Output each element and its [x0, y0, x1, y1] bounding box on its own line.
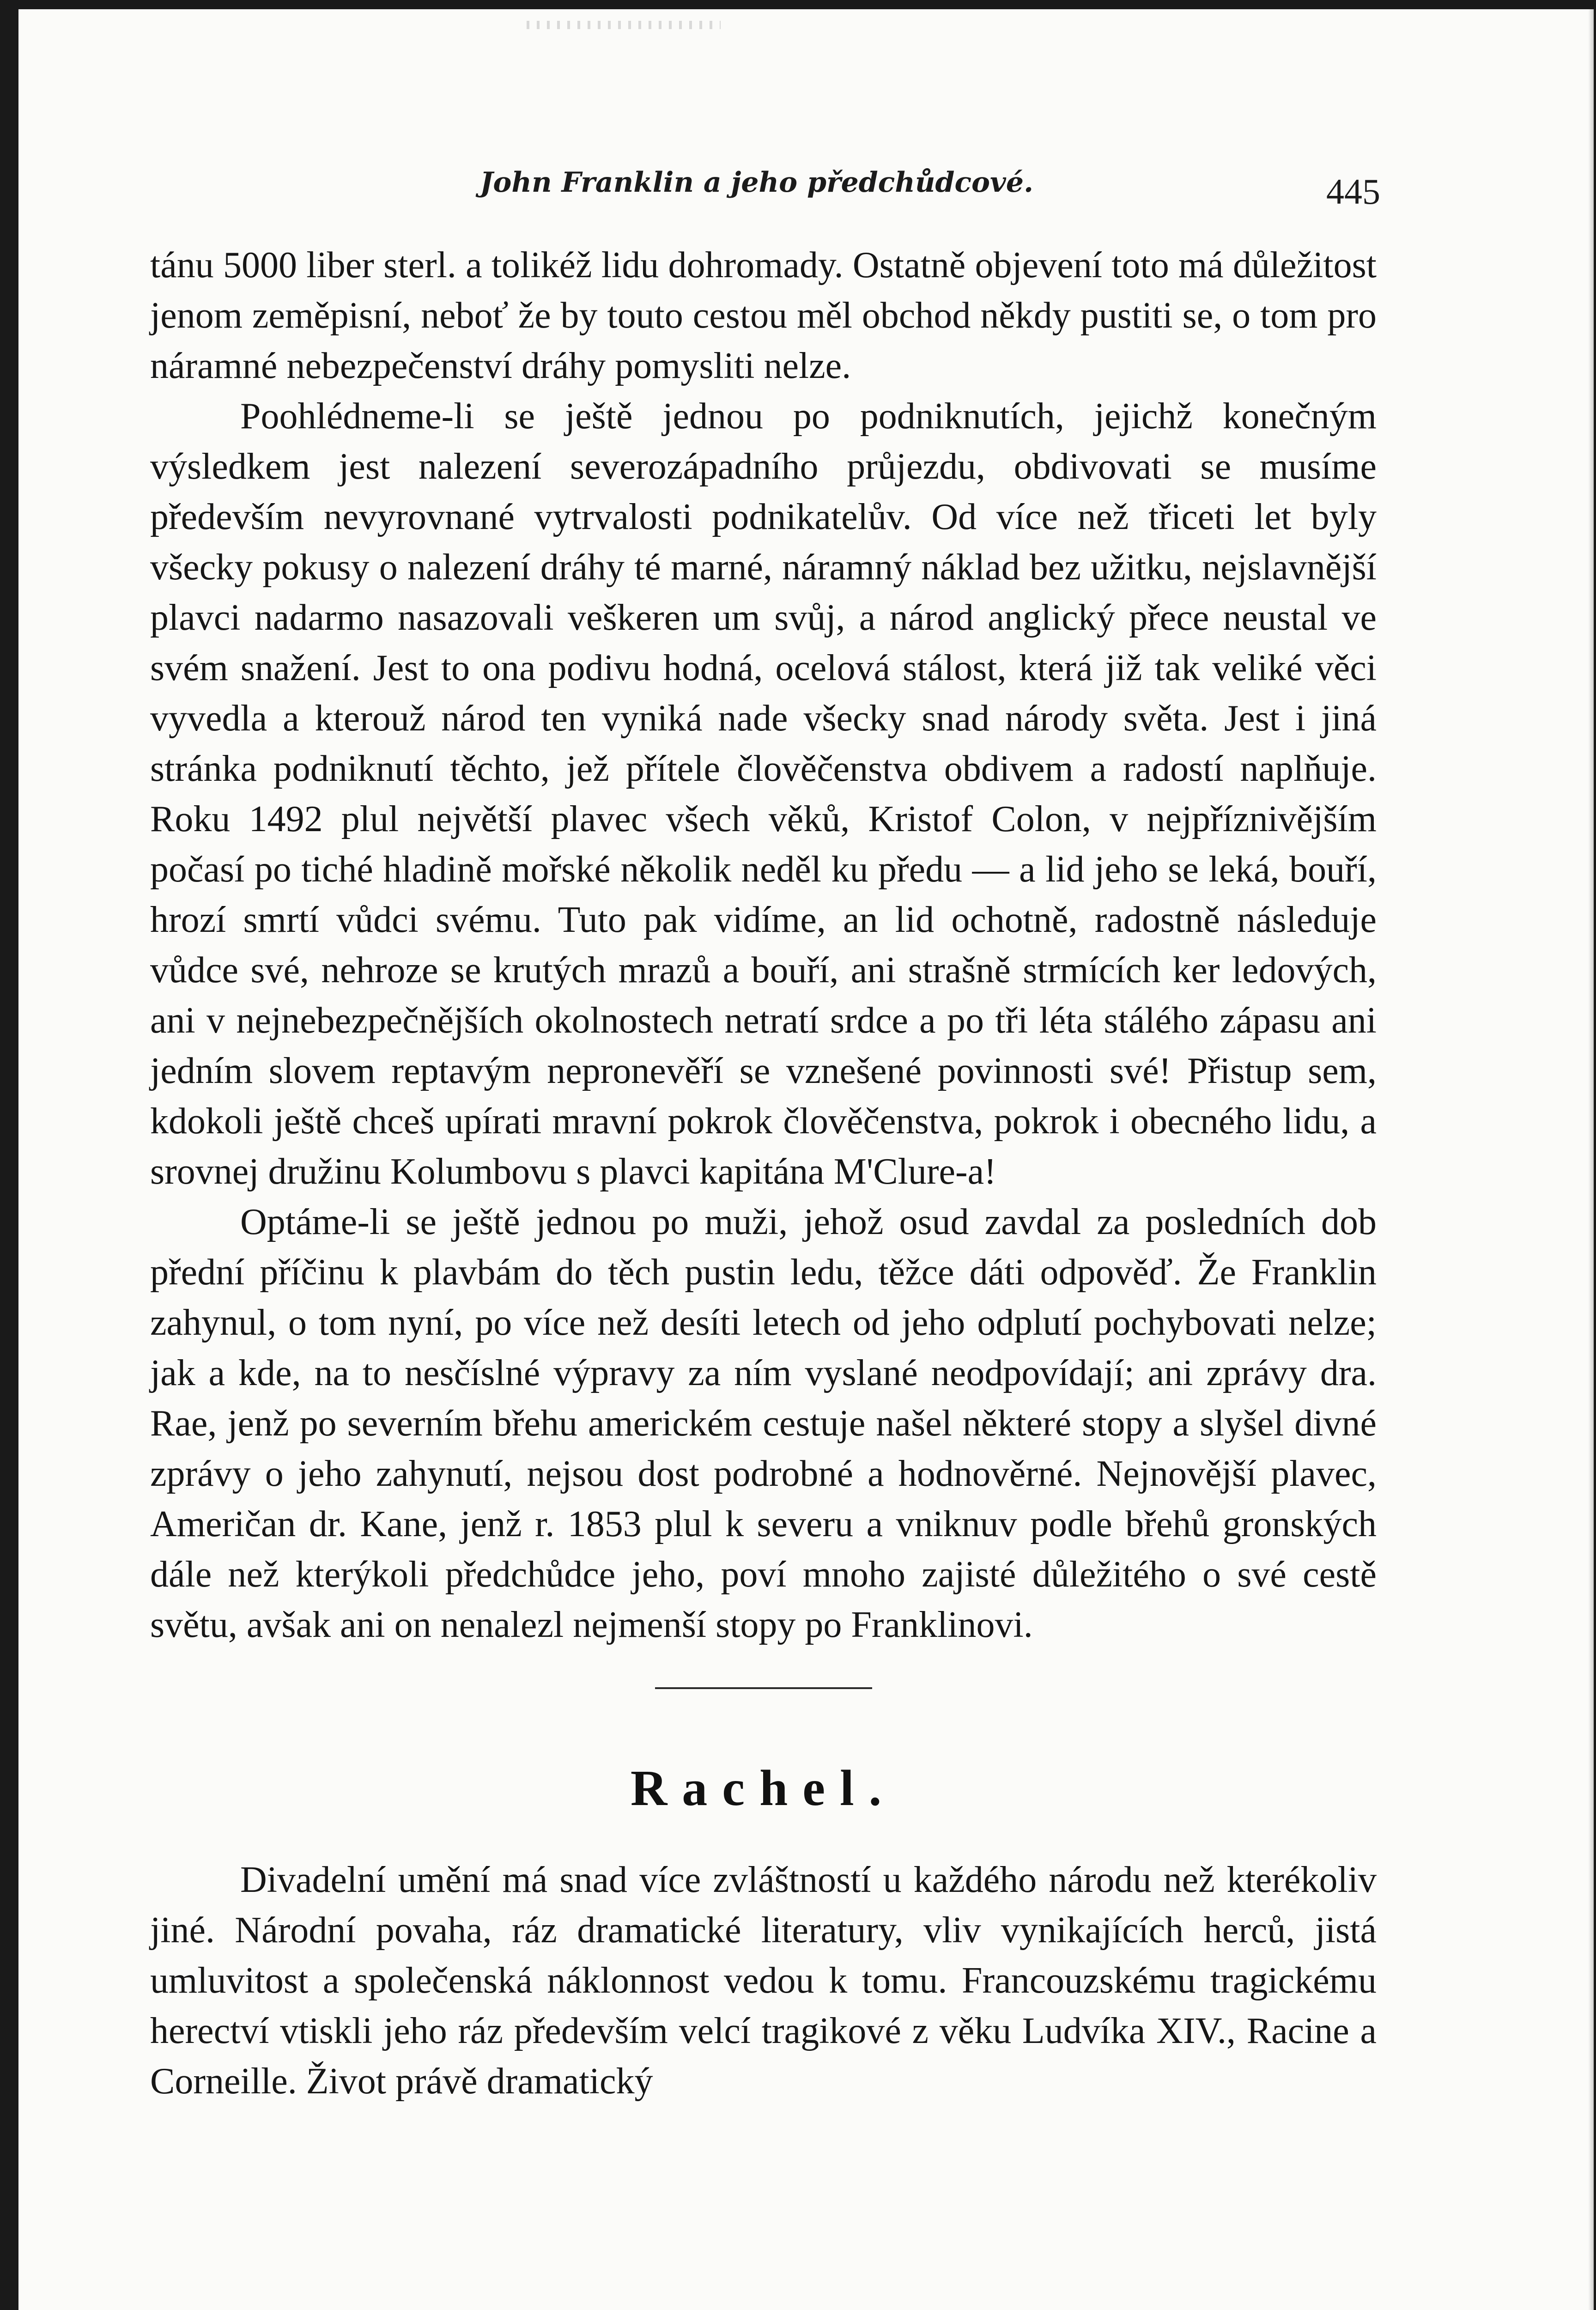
- section-divider: [655, 1687, 872, 1689]
- body-text: [150, 240, 1377, 2107]
- page-number: 445: [1326, 171, 1380, 212]
- page-edge-shadow: [1588, 9, 1594, 2310]
- book-page: [18, 9, 1594, 2310]
- scan-artifact: [527, 21, 721, 29]
- paragraph: Poohlédneme-li se ještě jednou po podniknutích, jejichž konečným výsledkem jest nalezení severozápadního průjezdu, obdivovati se musíme především nevyrovnané vytrvalosti podnikatelův. Od více než třiceti let byly všecky pokusy o nalezení dráhy té marné, náramný náklad bez užitku, nejslavnější plavci nadarmo nasazovali veškeren um svůj, a národ anglický přece neustal ve svém snažení. Jest to ona podivu hodná, ocelová stálost, která již tak veliké věci vyvedla a kterouž národ ten vyniká nade všecky snad národy světa. Jest i jiná stránka podniknutí těchto, jež přítele člověčenstva obdivem a radostí naplňuje. Roku 1492 plul největší plavec všech věků, Kristof Colon, v nejpříznivějším počasí po tiché hladině mořské několik neděl ku předu — a lid jeho se leká, bouří, hrozí smrtí vůdci svému. Tuto pak vidíme, an lid ochotně, radostně následuje vůdce své, nehroze se krutých mrazů a bouří, ani strašně strmících ker ledových, ani v nejnebezpečnějších okolnostech netratí srdce a po tři léta stálého zápasu ani jedním slovem reptavým nepronevěří se vznešené povinnosti své! Přistup sem, kdokoli ještě chceš upírati mravní pokrok člověčenstva, pokrok i obecného lidu, a srovnej družinu Kolumbovu s plavci kapitána M'Clure-a!: [150, 396, 1377, 1192]
- page-header: [133, 148, 1380, 217]
- paragraph: Divadelní umění má snad více zvláštností u každého národu než kterékoliv jiné. Národní povaha, ráz dramatické literatury, vliv vynikajících herců, jistá umluvitost a společenská náklonnost vedou k tomu. Francouzskému tragickému herectví vtiskli jeho ráz především velcí tragikové z věku Ludvíka XIV., Racine a Corneille. Život právě dramatický: [150, 1860, 1377, 2102]
- paragraph: tánu 5000 liber sterl. a tolikéž lidu dohromady. Ostatně objevení toto má důležitost jenom zeměpisní, neboť že by touto cestou měl obchod někdy pustiti se, o tom pro náramné nebezpečenství dráhy pomysliti nelze.: [150, 245, 1377, 386]
- section-title: Rachel.: [630, 1760, 897, 1816]
- running-head: John Franklin a jeho předchůdcové.: [480, 166, 1033, 199]
- paragraph: Optáme-li se ještě jednou po muži, jehož osud zavdal za posledních dob přední příčinu k plavbám do těch pustin ledu, těžce dáti odpověď. Že Franklin zahynul, o tom nyní, po více než desíti letech od jeho odplutí pochybovati nelze; jak a kde, na to nesčíslné výpravy za ním vyslané neodpovídají; ani zprávy dra. Rae, jenž po severním břehu americkém cestuje našel některé stopy a slyšel divné zprávy o jeho zahynutí, nejsou dost podrobné a hodnověrné. Nejnovější plavec, Američan dr. Kane, jenž r. 1853 plul k severu a vniknuv podle břehů gronských dále než kterýkoli předchůdce jeho, poví mnoho zajisté důležitého o své cestě světu, avšak ani on nenalezl nejmenší stopy po Franklinovi.: [150, 1202, 1377, 1645]
